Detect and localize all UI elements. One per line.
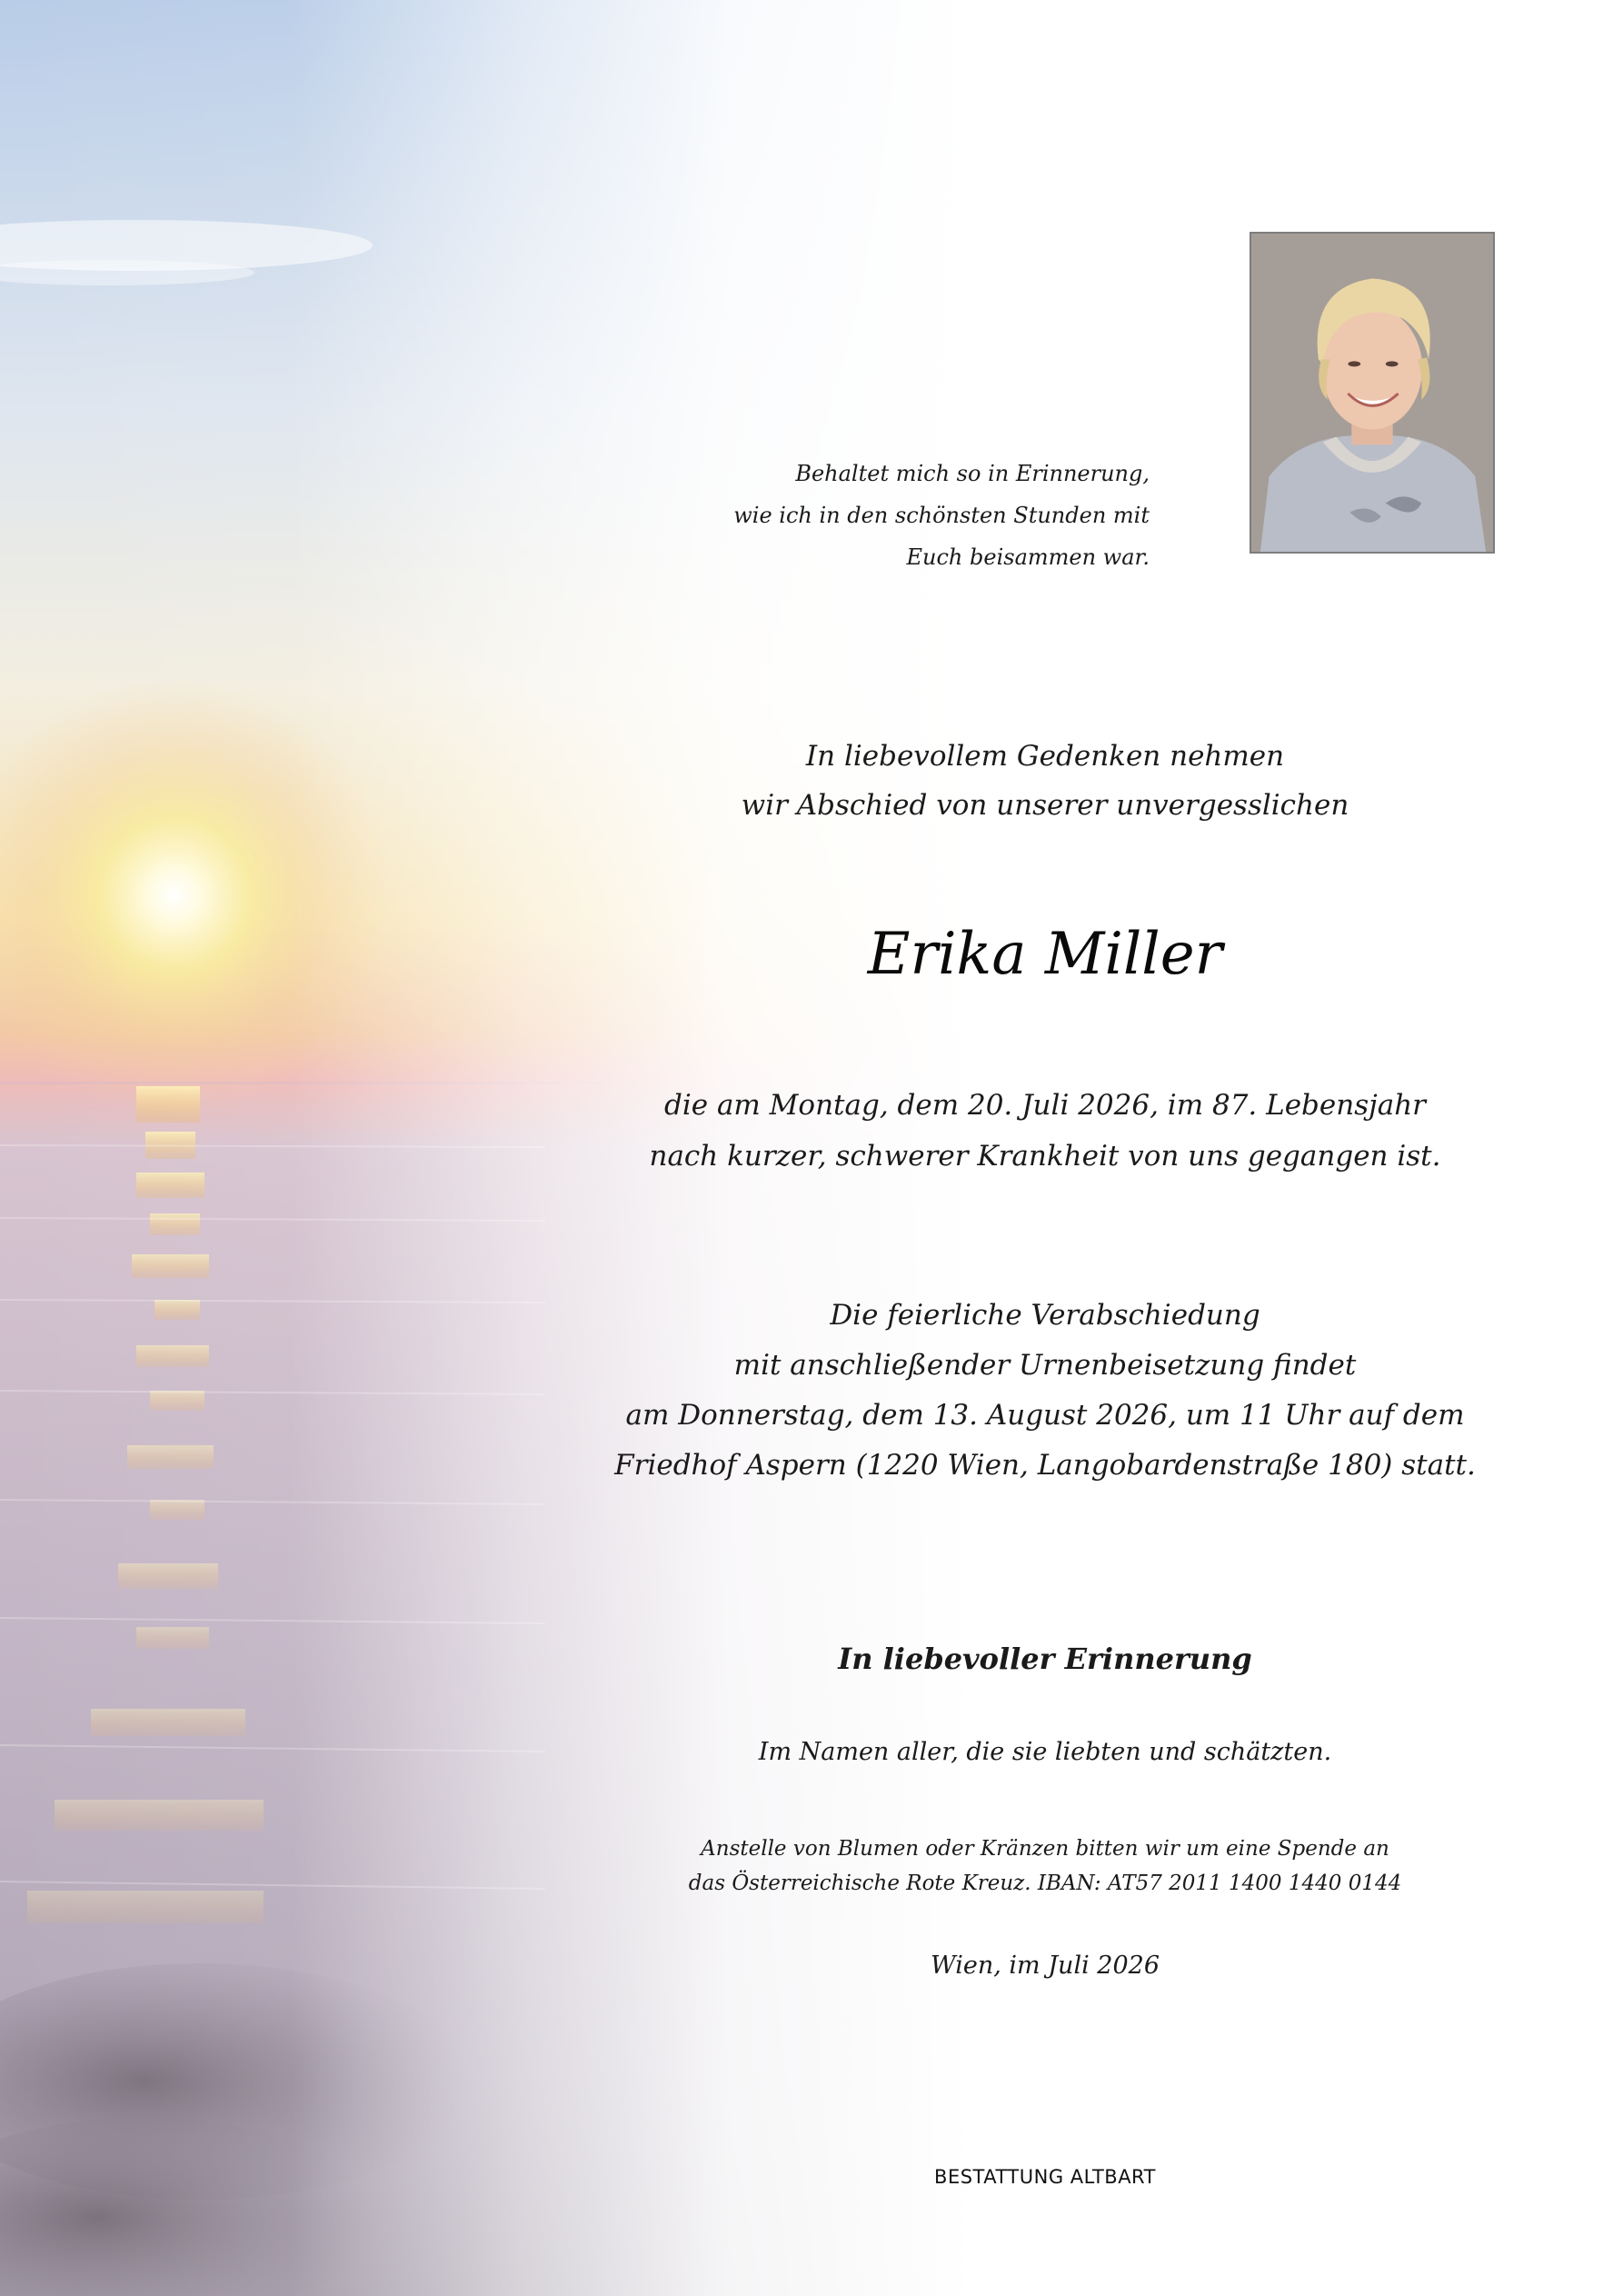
place-date: Wien, im Juli 2026	[930, 1952, 1160, 1980]
intro-text	[545, 732, 1545, 830]
donation-request	[545, 1832, 1545, 1901]
portrait-photo	[1250, 232, 1495, 554]
motto	[636, 453, 1150, 578]
ceremony-line: Die feierliche Verabschiedung	[830, 1299, 1260, 1332]
ceremony-details	[545, 1291, 1545, 1491]
motto-line: Behaltet mich so in Erinnerung,	[795, 461, 1150, 486]
remembrance-heading: In liebevoller Erinnerung	[838, 1642, 1252, 1676]
death-notice	[545, 1080, 1545, 1182]
ceremony-line: mit anschließender Urnenbeisetzung findet	[733, 1349, 1357, 1382]
donation-line: Anstelle von Blumen oder Kränzen bitten wir um eine Spende an	[701, 1837, 1389, 1861]
deceased-name: Erika Miller	[867, 921, 1223, 988]
death-notice-line: nach kurzer, schwerer Krankheit von uns gegangen ist.	[649, 1140, 1441, 1173]
intro-line: In liebevollem Gedenken nehmen	[805, 740, 1285, 773]
funeral-home-name: BESTATTUNG ALTBART	[934, 2166, 1156, 2188]
intro-line: wir Abschied von unserer unvergesslichen	[741, 789, 1349, 822]
ceremony-line: am Donnerstag, dem 13. August 2026, um 11 Uhr auf dem	[625, 1399, 1465, 1432]
donation-line: das Österreichische Rote Kreuz. IBAN: AT57 2011 1400 1440 0144	[688, 1872, 1402, 1895]
ceremony-line: Friedhof Aspern (1220 Wien, Langobardenstraße 180) statt.	[614, 1449, 1476, 1482]
death-notice-line: die am Montag, dem 20. Juli 2026, im 87. Lebensjahr	[663, 1089, 1426, 1122]
motto-line: wie ich in den schönsten Stunden mit	[733, 503, 1150, 528]
motto-line: Euch beisammen war.	[906, 544, 1150, 570]
mourners-signature: Im Namen aller, die sie liebten und schätzten.	[758, 1738, 1332, 1766]
